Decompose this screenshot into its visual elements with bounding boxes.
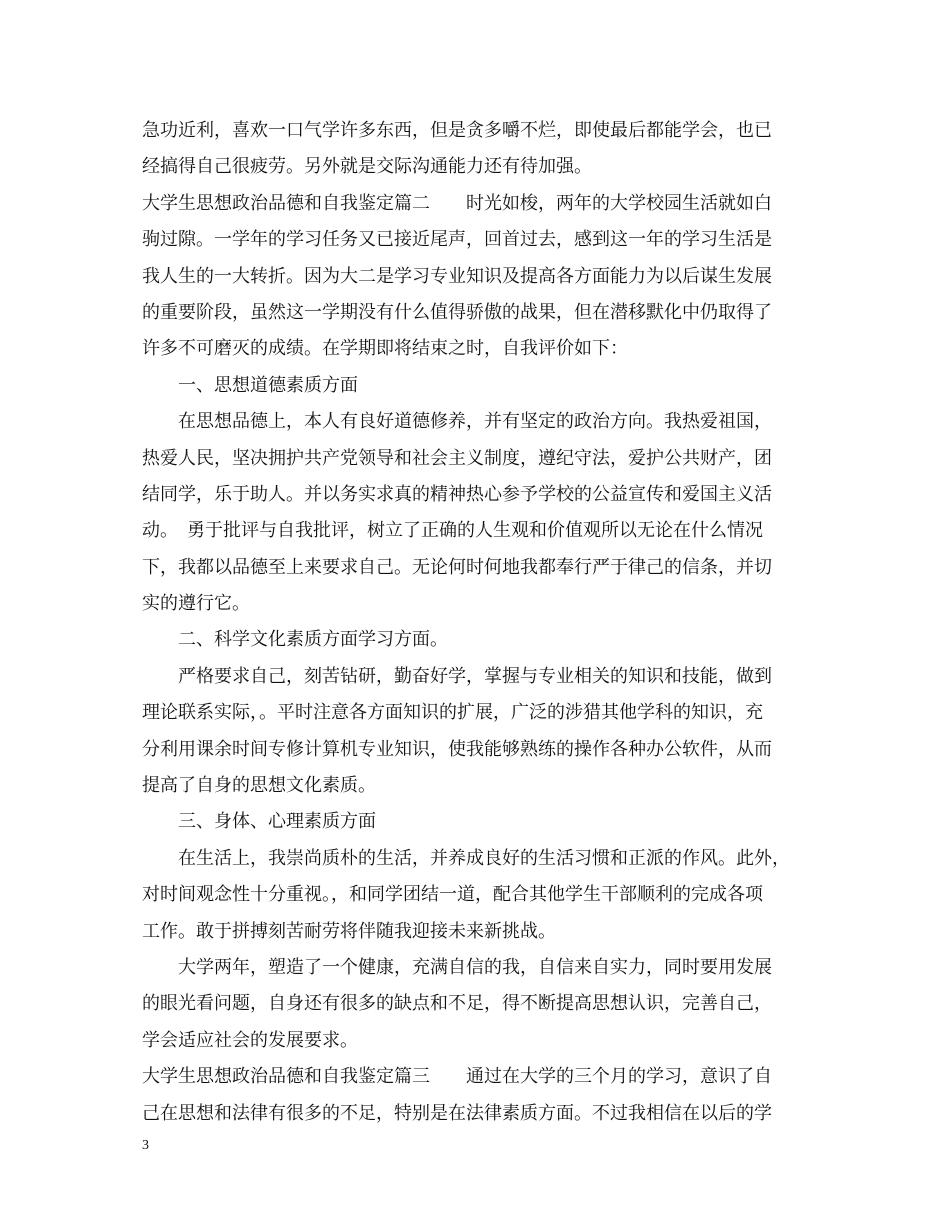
text-line: 的眼光看问题，自身还有很多的缺点和不足，得不断提高思想认识，完善自己， [142,993,772,1015]
text-line: 己在思想和法律有很多的不足，特别是在法律素质方面。不过我相信在以后的学 [142,1102,772,1124]
text-line: 下，我都以品德至上来要求自己。无论何时何地我都奉行严于律己的信条，并切 [142,556,772,578]
subheading-line: 三、身体、心理素质方面 [142,811,376,833]
text-line: 驹过隙。一学年的学习任务又已接近尾声，回首过去，感到这一年的学习生活是 [142,229,772,251]
text-line: 结同学，乐于助人。并以务实求真的精神热心参予学校的公益宣传和爱国主义活 [142,483,772,505]
text-line: 在思想品德上，本人有良好道德修养，并有坚定的政治方向。我热爱祖国， [142,411,772,433]
text-line: 我人生的一大转折。因为大二是学习专业知识及提高各方面能力为以后谋生发展 [142,265,772,287]
text-line: 的重要阶段，虽然这一学期没有什么值得骄傲的战果，但在潜移默化中仍取得了 [142,301,772,323]
text-line: 分利用课余时间专修计算机专业知识，使我能够熟练的操作各种办公软件，从而 [142,738,772,760]
text-line: 经搞得自己很疲劳。另外就是交际沟通能力还有待加强。 [142,156,592,178]
section-heading-line: 大学生思想政治品德和自我鉴定篇二 时光如梭，两年的大学校园生活就如白 [142,192,772,214]
text-line: 严格要求自己，刻苦钻研，勤奋好学，掌握与专业相关的知识和技能，做到 [142,665,772,687]
text-line: 提高了自身的思想文化素质。 [142,775,376,797]
text-line: 急功近利，喜欢一口气学许多东西，但是贪多嚼不烂，即使最后都能学会，也已 [142,120,772,141]
text-line: 实的遵行它。 [142,593,250,615]
text-line: 动。 勇于批评与自我批评，树立了正确的人生观和价值观所以无论在什么情况 [142,520,763,542]
text-line: 对时间观念性十分重视。，和同学团结一道，配合其他学生干部顺利的完成各项 [142,884,763,906]
text-line: 学会适应社会的发展要求。 [142,1029,358,1051]
text-line: 热爱人民，坚决拥护共产党领导和社会主义制度，遵纪守法，爱护公共财产，团 [142,447,772,469]
text-line: 在生活上，我崇尚质朴的生活，并养成良好的生活习惯和正派的作风。此外， [142,847,790,869]
subheading-line: 二、科学文化素质方面学习方面。 [142,629,448,651]
text-line: 大学两年，塑造了一个健康，充满自信的我，自信来自实力，同时要用发展 [142,956,772,978]
text-line: 工作。敢于拼搏刻苦耐劳将伴随我迎接未来新挑战。 [142,920,556,942]
text-line: 理论联系实际，。平时注意各方面知识的扩展，广泛的涉猎其他学科的知识，充 [142,702,763,724]
section-heading-line: 大学生思想政治品德和自我鉴定篇三 通过在大学的三个月的学习，意识了自 [142,1066,772,1088]
page-number: 3 [142,1138,149,1153]
text-line: 许多不可磨灭的成绩。在学期即将结束之时，自我评价如下： [142,338,628,360]
body-text [142,113,842,1132]
subheading-line: 一、思想道德素质方面 [142,374,358,396]
